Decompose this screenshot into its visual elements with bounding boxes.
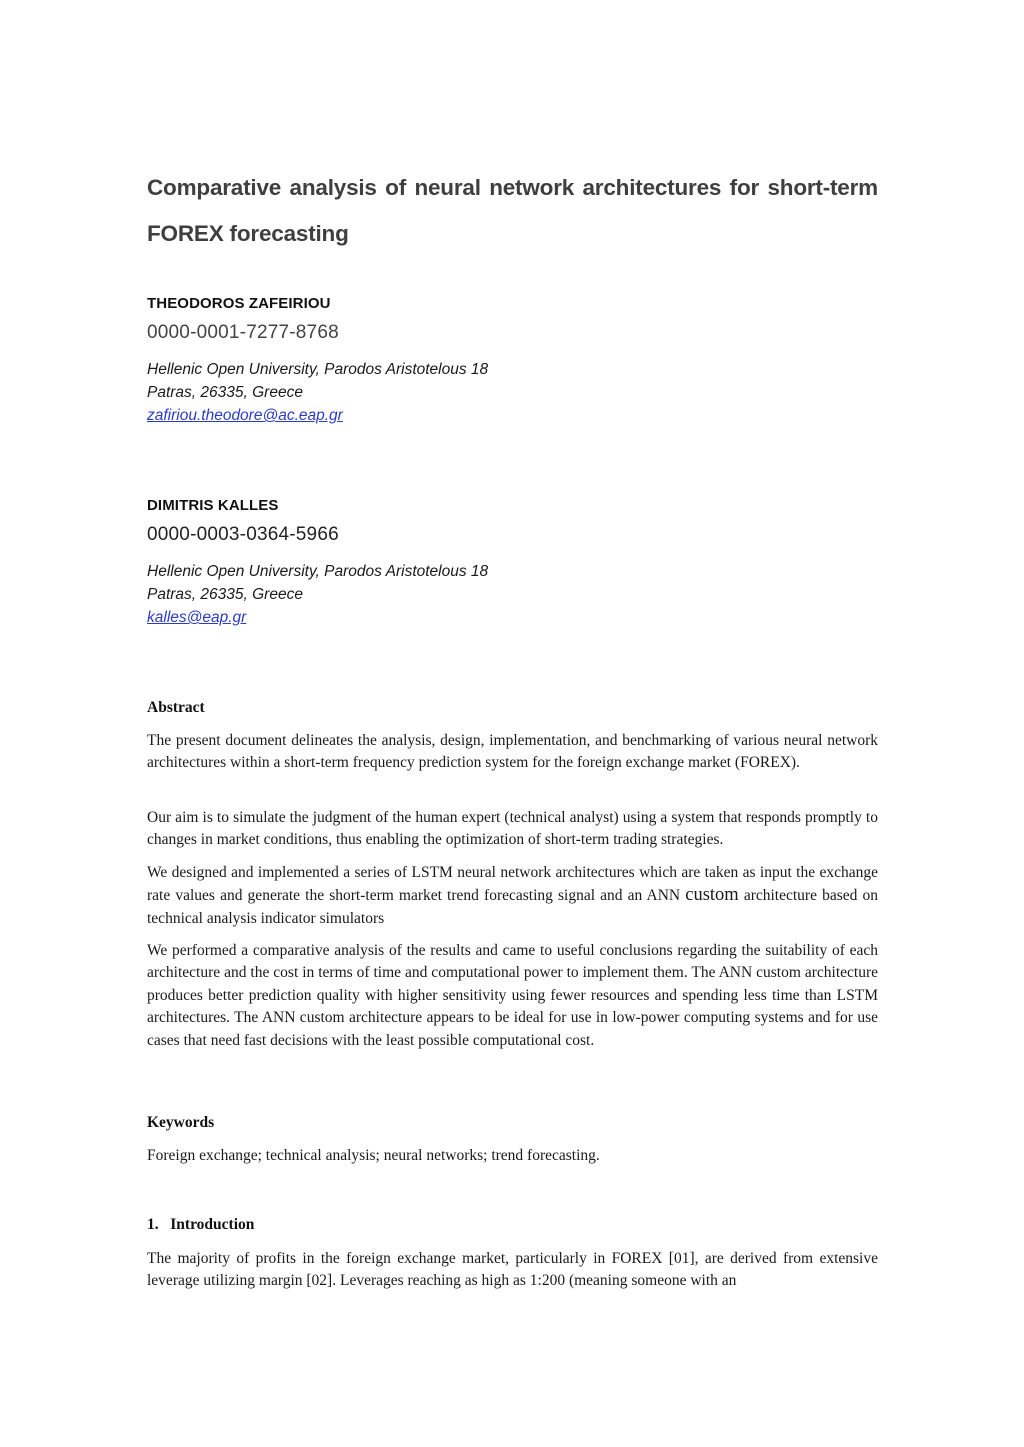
abstract-paragraph [147,862,878,930]
author-block [147,497,878,629]
abstract-text-segment: custom [685,885,739,906]
affiliation-line: Hellenic Open University, Parodos Aristotelous 18 [147,563,489,580]
abstract-paragraph: We performed a comparative analysis of the results and came to useful conclusions regarding the suitability of each architecture and the cost in terms of time and computational power to implement them. The ANN custom architecture produces better prediction quality with higher sensitivity using fewer resources and spending less time than LSTM architectures. The ANN custom architecture appears to be ideal for use in low-power computing systems and for use cases that need fast decisions with the least possible computational cost. [147,942,878,1049]
author-email-link[interactable]: zafiriou.theodore@ac.eap.gr [147,407,343,424]
affiliation-line: Hellenic Open University, Parodos Aristotelous 18 [147,361,489,378]
author-orcid: 0000-0003-0364-5966 [147,524,339,545]
introduction-heading [147,1216,254,1234]
abstract-text-segment: architecture based on technical analysis indicator simulators [147,887,878,927]
keywords-heading: Keywords [147,1114,215,1131]
keywords-text: Foreign exchange; technical analysis; neural networks; trend forecasting. [147,1147,600,1164]
abstract-paragraph: Our aim is to simulate the judgment of the human expert (technical analyst) using a system that responds promptly to changes in market conditions, thus enabling the optimization of short-term trading strategies. [147,809,878,849]
author-affiliation [147,560,878,629]
author-orcid: 0000-0001-7277-8768 [147,322,339,343]
affiliation-line: Patras, 26335, Greece [147,384,303,401]
author-name: DIMITRIS KALLES [147,497,279,514]
abstract-paragraph: The present document delineates the analysis, design, implementation, and benchmarking of various neural network architectures within a short-term frequency prediction system for the foreign exchange market (FOREX). [147,732,878,772]
section-title: Introduction [170,1216,255,1233]
author-email-link[interactable]: kalles@eap.gr [147,609,247,626]
author-block [147,295,878,427]
affiliation-line: Patras, 26335, Greece [147,586,303,603]
author-affiliation [147,358,878,427]
paper-title: Comparative analysis of neural network architectures for short-term FOREX forecasting [147,175,878,246]
abstract-heading: Abstract [147,699,205,716]
abstract-text-segment: We designed and implemented a series of LSTM neural network architectures which are taken as input the exchange rate values and generate the short-term market trend forecasting signal and an ANN [147,864,878,905]
author-name: THEODOROS ZAFEIRIOU [147,295,331,312]
section-number: 1. [147,1216,159,1233]
introduction-paragraph: The majority of profits in the foreign exchange market, particularly in FOREX [01], are derived from extensive leverage utilizing margin [02]. Leverages reaching as high as 1:200 (meaning someone with an [147,1250,878,1290]
